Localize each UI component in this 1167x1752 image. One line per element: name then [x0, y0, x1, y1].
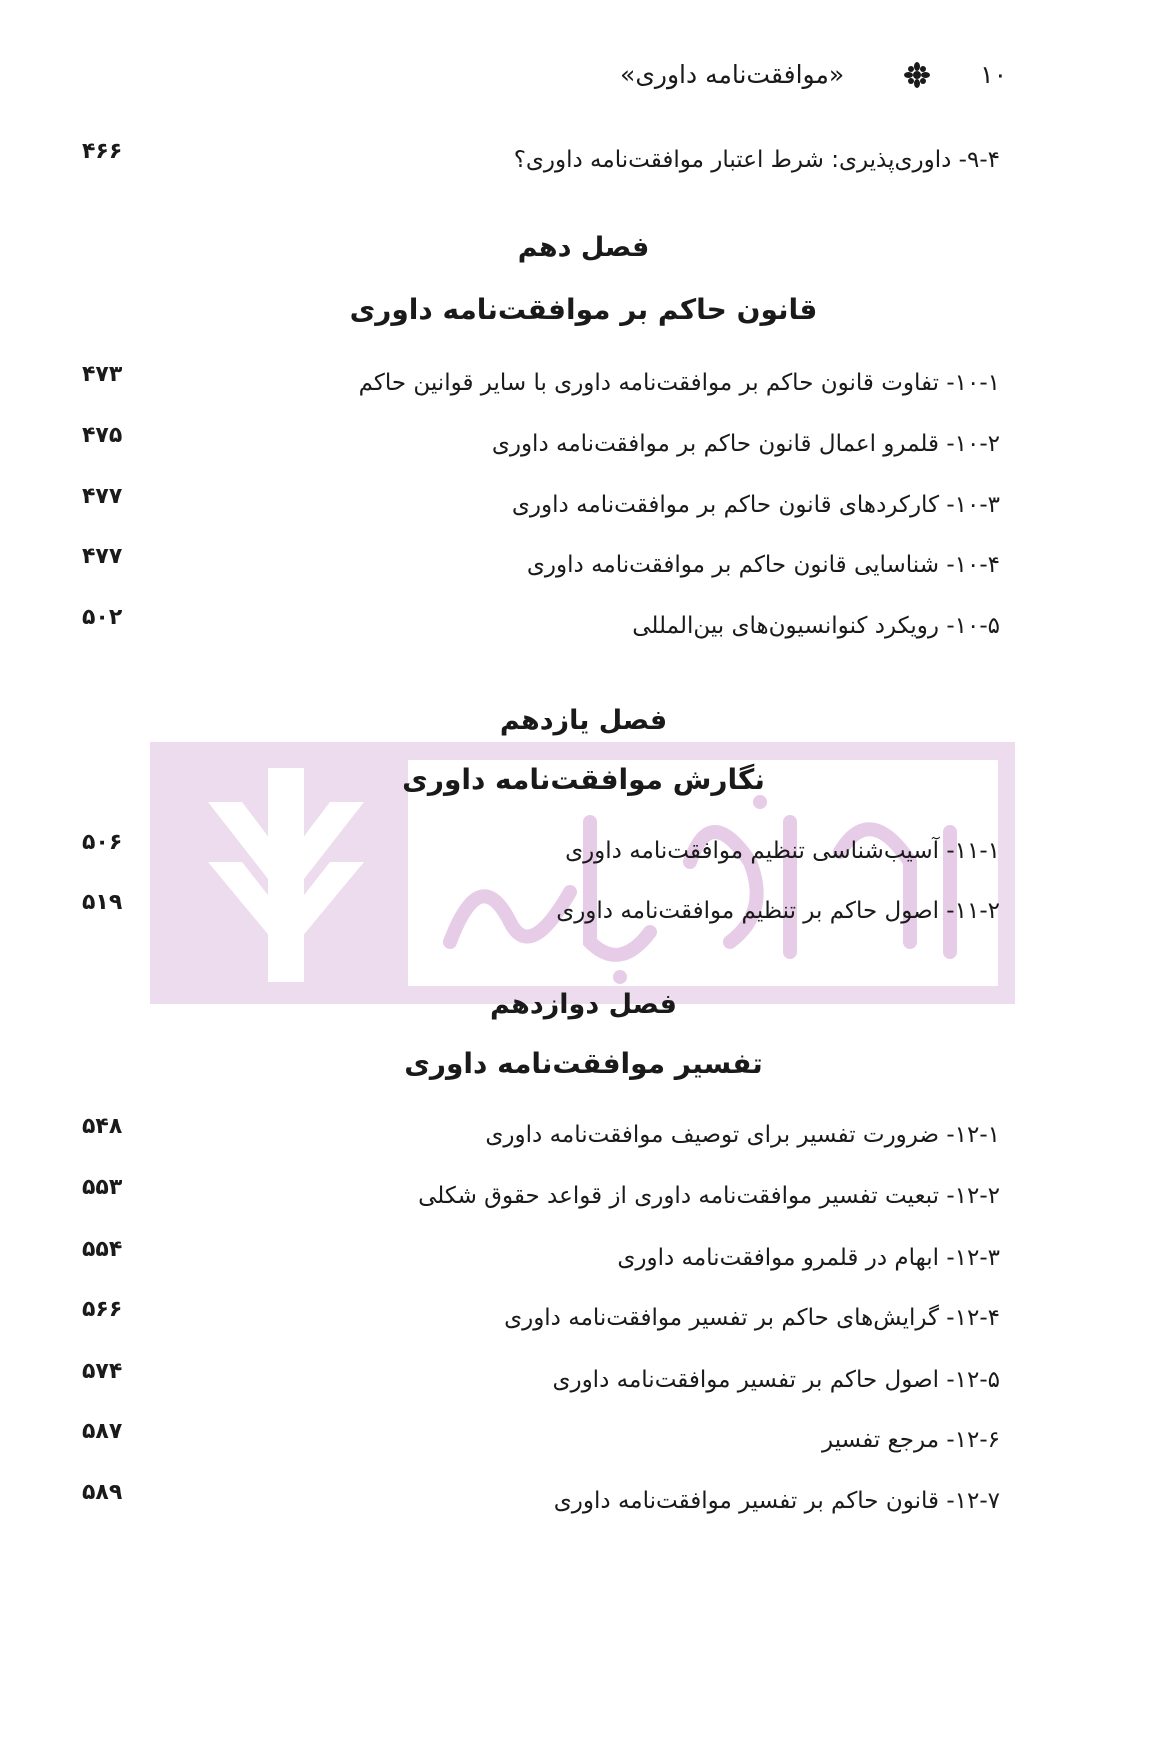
- toc-entry-title: ۱۰-۱- تفاوت قانون حاکم بر موافقت‌نامه داوری با سایر قوانین حاکم: [358, 370, 1000, 396]
- toc-entry-title: ۹-۴- داوری‌پذیری: شرط اعتبار موافقت‌نامه داوری؟: [513, 147, 1000, 173]
- running-header: [620, 60, 1007, 89]
- toc-entry-page: ۵۰۲: [82, 605, 123, 630]
- toc-entry: [70, 543, 1000, 587]
- toc-entry-page: ۴۷۷: [82, 544, 123, 569]
- chapter-title: قانون حاکم بر موافقت‌نامه داوری: [349, 293, 818, 326]
- toc-entry-title: ۱۱-۲- اصول حاکم بر تنظیم موافقت‌نامه داوری: [556, 898, 1000, 924]
- running-title: «موافقت‌نامه داوری»: [620, 60, 845, 89]
- toc-entry-title: ۱۲-۱- ضرورت تفسیر برای توصیف موافقت‌نامه داوری: [485, 1122, 1000, 1148]
- toc-entry: [70, 1418, 1000, 1462]
- chapter-title: نگارش موافقت‌نامه داوری: [402, 763, 765, 796]
- toc-entry-title: ۱۲-۷- قانون حاکم بر تفسیر موافقت‌نامه داوری: [553, 1488, 1000, 1514]
- toc-entry-page: ۵۵۳: [82, 1175, 123, 1200]
- toc-entry: [70, 483, 1000, 527]
- toc-entry-title: ۱۱-۱- آسیب‌شناسی تنظیم موافقت‌نامه داوری: [565, 838, 1000, 864]
- toc-entry-page: ۵۸۷: [82, 1419, 123, 1444]
- toc-entry-page: ۵۷۴: [82, 1359, 123, 1384]
- toc-entry: [70, 1296, 1000, 1340]
- toc-entry: [70, 361, 1000, 405]
- toc-entry-title: ۱۲-۴- گرایش‌های حاکم بر تفسیر موافقت‌نامه داوری: [504, 1305, 1000, 1331]
- toc-entry: [70, 1236, 1000, 1280]
- toc-entry-title: ۱۰-۵- رویکرد کنوانسیون‌های بین‌المللی: [632, 613, 1000, 639]
- toc-entry-title: ۱۲-۲- تبعیت تفسیر موافقت‌نامه داوری از قواعد حقوق شکلی: [418, 1183, 1000, 1209]
- toc-entry: [70, 829, 1000, 873]
- toc-entry-title: ۱۲-۵- اصول حاکم بر تفسیر موافقت‌نامه داوری: [552, 1367, 1000, 1393]
- toc-entry-title: ۱۲-۶- مرجع تفسیر: [822, 1427, 1000, 1453]
- toc-entry-page: ۴۷۷: [82, 484, 123, 509]
- toc-entry-page: ۴۷۵: [82, 423, 123, 448]
- toc-entry-page: ۵۱۹: [82, 890, 123, 915]
- toc-entry: [70, 604, 1000, 648]
- toc-entry-page: ۵۰۶: [82, 830, 123, 855]
- chapter-label: فصل دهم: [517, 232, 650, 263]
- flower-ornament-icon: [904, 62, 930, 88]
- toc-entry-page: ۴۶۶: [82, 139, 123, 164]
- toc-entry: [70, 1358, 1000, 1402]
- toc-entry: [70, 889, 1000, 933]
- toc-entry: [70, 1174, 1000, 1218]
- toc-entry-title: ۱۰-۴- شناسایی قانون حاکم بر موافقت‌نامه داوری: [526, 552, 1000, 578]
- toc-entry: [70, 1479, 1000, 1523]
- chapter-label: فصل دوازدهم: [490, 989, 677, 1020]
- toc-entry-page: ۵۵۴: [82, 1237, 123, 1262]
- toc-entry-title: ۱۰-۲- قلمرو اعمال قانون حاکم بر موافقت‌نامه داوری: [491, 431, 1000, 457]
- toc-entry-title: ۱۲-۳- ابهام در قلمرو موافقت‌نامه داوری: [617, 1245, 1000, 1271]
- toc-entry: [70, 1113, 1000, 1157]
- toc-entry: [70, 422, 1000, 466]
- toc-entry-page: ۴۷۳: [82, 362, 123, 387]
- toc-entry: [70, 138, 1000, 182]
- chapter-title: تفسیر موافقت‌نامه داوری: [404, 1047, 763, 1080]
- chapter-label: فصل یازدهم: [499, 705, 668, 736]
- page-number: ۱۰: [980, 60, 1007, 89]
- toc-entry-page: ۵۸۹: [82, 1480, 123, 1505]
- toc-entry-page: ۵۶۶: [82, 1297, 123, 1322]
- toc-entry-title: ۱۰-۳- کارکردهای قانون حاکم بر موافقت‌نامه داوری: [511, 492, 1000, 518]
- toc-entry-page: ۵۴۸: [82, 1114, 123, 1139]
